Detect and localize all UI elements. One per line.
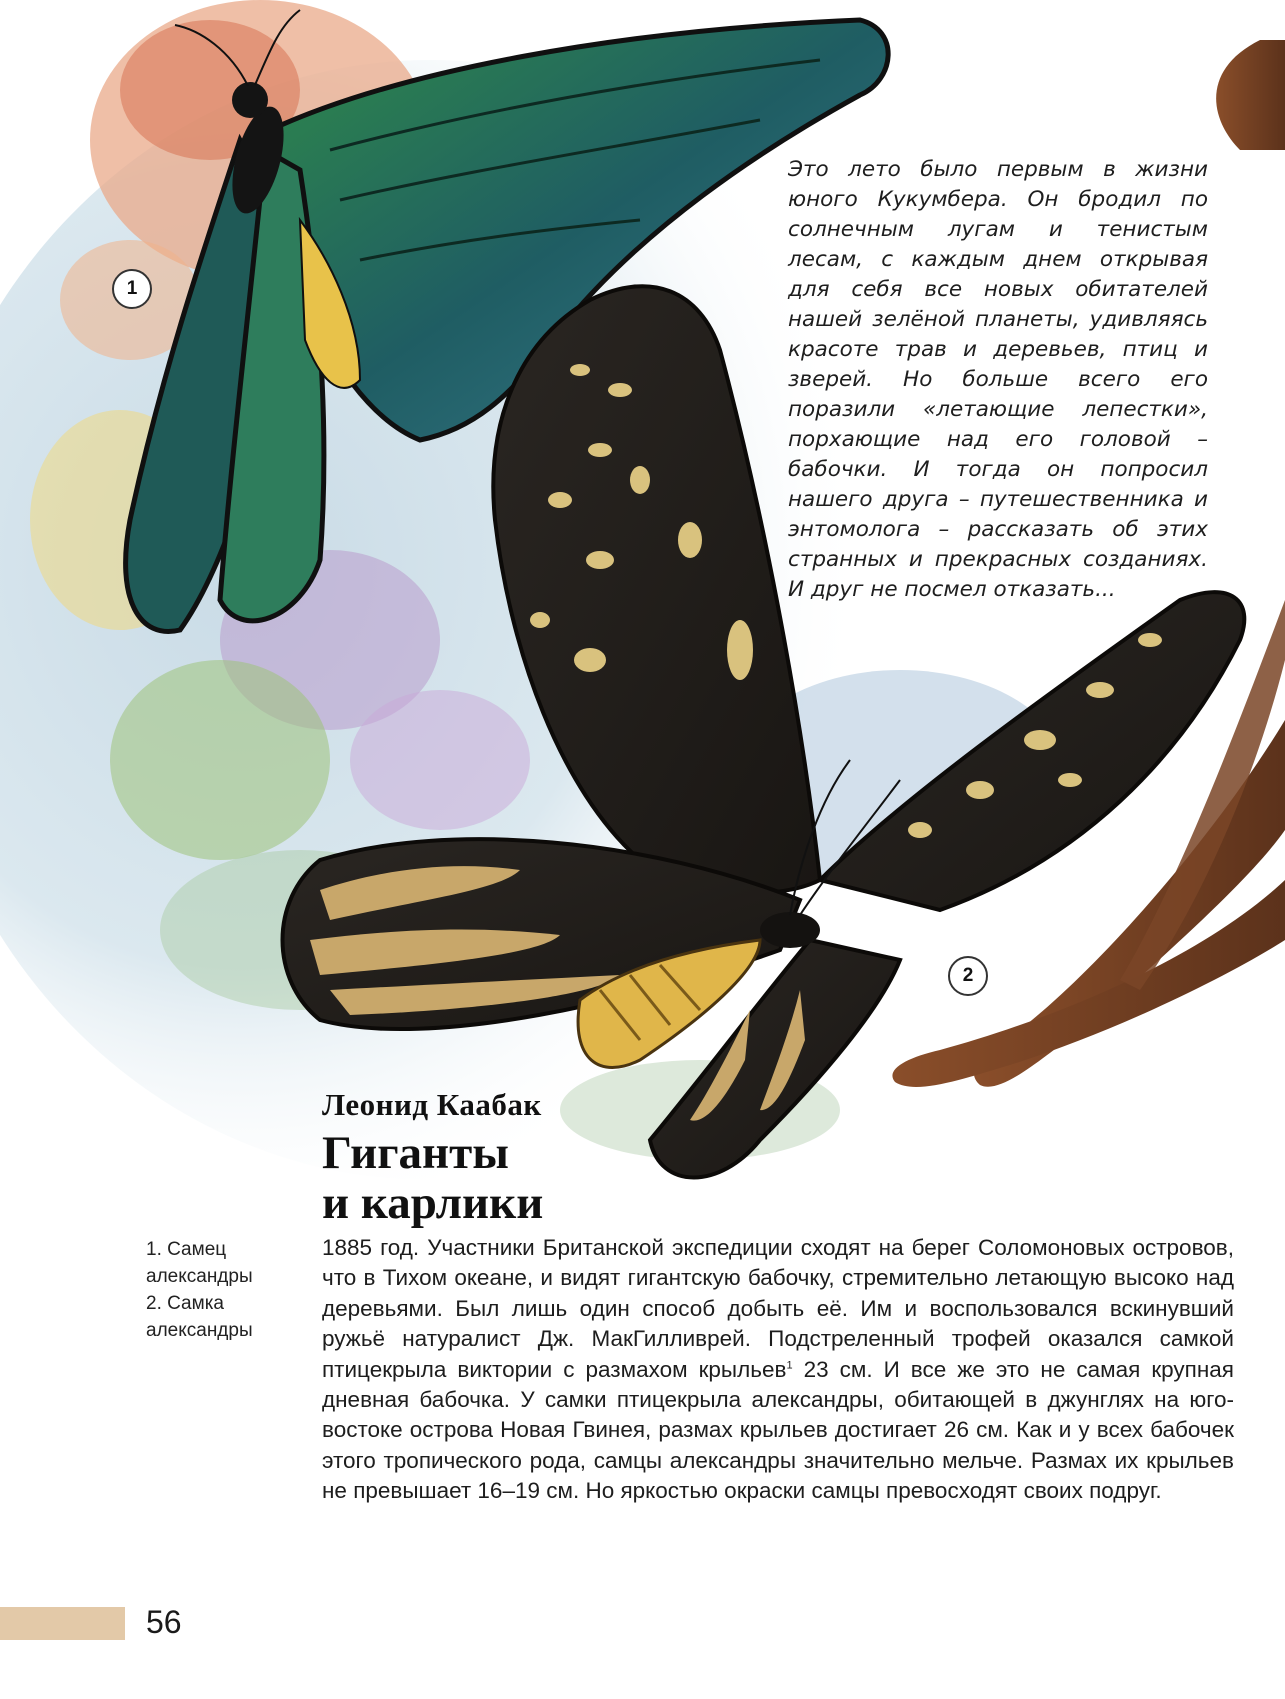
caption-line-2: александры: [146, 1266, 253, 1287]
article-author: Леонид Каабак: [322, 1087, 542, 1122]
figure-captions: [146, 1236, 286, 1344]
article-body-part-2: 23 см. И все же это не самая крупная дневная бабочка. У самки птицекрыла александры, обитающей в джунглях на юго-востоке острова Новая Гвинея, размах крыльев достигает 26 см. Как и у всех бабочек этого тропического рода, самцы александры значительно мельче. Размах их крыльев не превышает 16–19 см. Но яркостью окраски самцы превосходят своих подруг.: [322, 1356, 1234, 1504]
figure-marker-2: 2: [948, 956, 988, 996]
article-title: [322, 1128, 543, 1228]
article-title-line-1: Гиганты: [322, 1127, 509, 1179]
caption-line-1: 1. Самец: [146, 1239, 227, 1260]
caption-line-3: 2. Самка: [146, 1293, 224, 1314]
article-body-part-1: 1885 год. Участники Британской экспедиции сходят на берег Соломоновых островов, что в Тихом океане, и видят гигантскую бабочку, стремительно летающую высоко над деревьями. Был лишь один способ добыть её. Им и воспользовался вскинувший ружьё натуралист Дж. МакГилливрей. Подстреленный трофей оказался самкой птицекрыла виктории с размахом крыльев: [322, 1235, 1234, 1382]
article-title-line-2: и карлики: [322, 1177, 544, 1229]
page-number: 56: [146, 1604, 182, 1640]
intro-paragraph: Это лето было первым в жизни юного Кукумбера. Он бродил по солнечным лугам и тенистым лесам, с каждым днем открывая для себя все новых обитателей нашей зелёной планеты, удивляясь красоте трав и деревьев, птиц и зверей. Но больше всего его поразили «летающие лепестки», порхающие над его головой – бабочки. И тогда он попросил нашего друга – путешественника и энтомолога – рассказать об этих странных и прекрасных созданиях. И друг не посмел отказать...: [788, 157, 1208, 602]
figure-marker-1: 1: [112, 269, 152, 309]
footnote-marker: 1: [786, 1359, 793, 1372]
article-body: [322, 1233, 1234, 1507]
caption-line-4: александры: [146, 1320, 253, 1341]
page-accent-bar: [0, 1607, 125, 1640]
